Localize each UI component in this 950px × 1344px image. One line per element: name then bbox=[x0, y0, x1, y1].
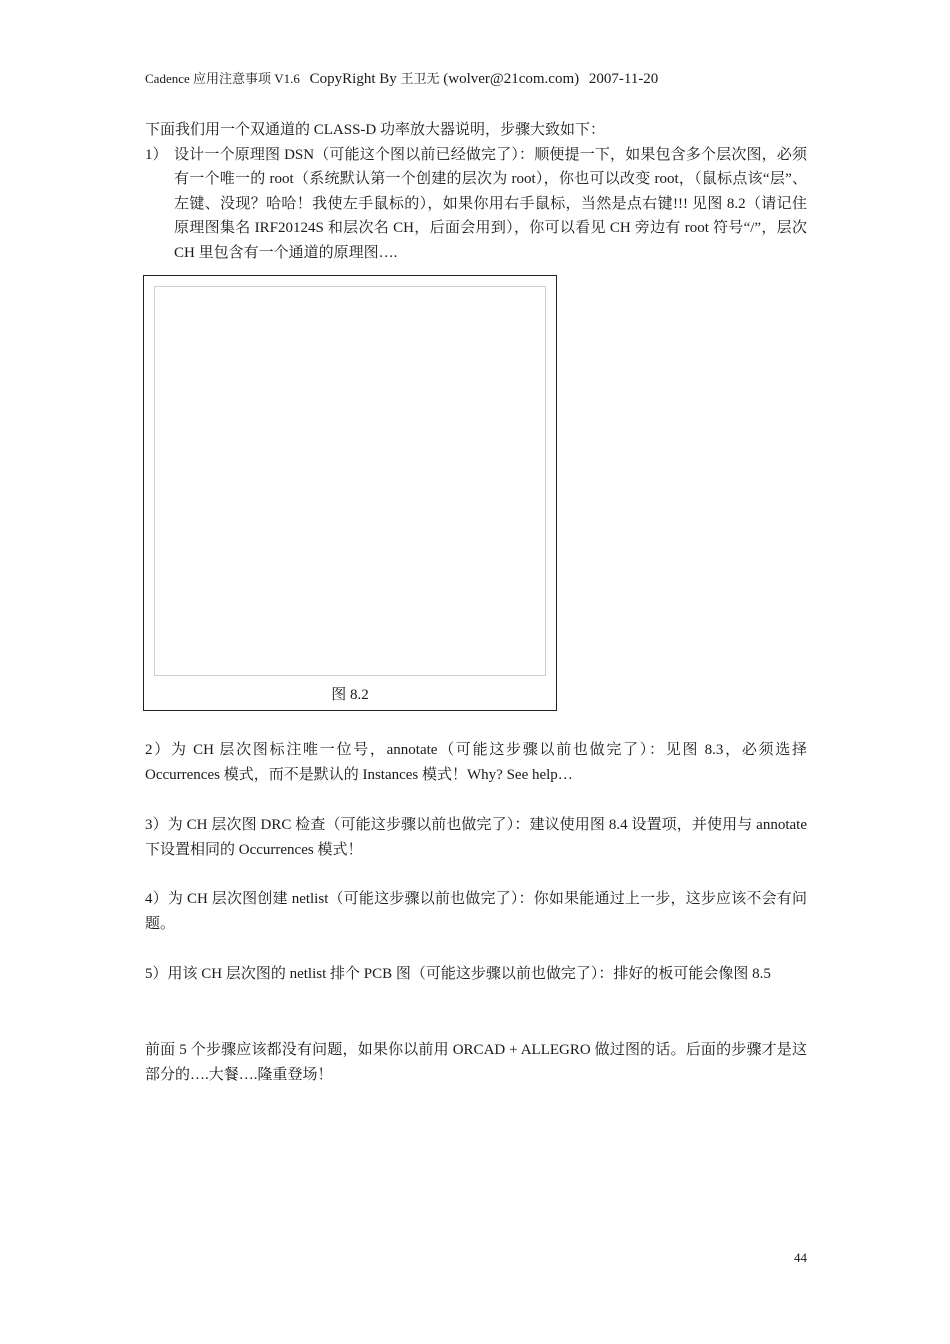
page-number: 44 bbox=[794, 1250, 807, 1265]
step-3-paragraph: 3）为 CH 层次图 DRC 检查（可能这步骤以前也做完了）：建议使用图 8.4 设置项，并使用与 annotate 下设置相同的 Occurrences 模式！ bbox=[145, 817, 807, 858]
step-1-number: 1） bbox=[145, 146, 168, 163]
step-2-paragraph: 2）为 CH 层次图标注唯一位号，annotate（可能这步骤以前也做完了）：见图 8.3，必须选择 Occurrences 模式，而不是默认的 Instances 模式！Why? See help… bbox=[145, 742, 807, 783]
step-4-paragraph: 4）为 CH 层次图创建 netlist（可能这步骤以前也做完了）：你如果能通过上一步，这步应该不会有问题。 bbox=[145, 891, 807, 932]
intro-paragraph: 下面我们用一个双通道的 CLASS-D 功率放大器说明，步骤大致如下： bbox=[145, 122, 606, 138]
header-copyright-label: CopyRight By bbox=[309, 71, 397, 87]
page-header bbox=[145, 68, 807, 88]
figure-8-2 bbox=[143, 275, 557, 711]
conclusion-paragraph: 前面 5 个步骤应该都没有问题，如果你以前用 ORCAD + ALLEGRO 做过图的话。后面的步骤才是这部分的….大餐….隆重登场！ bbox=[145, 1042, 807, 1083]
step-1-text: 设计一个原理图 DSN（可能这个图以前已经做完了）：顺便提一下，如果包含多个层次图，必须有一个唯一的 root（系统默认第一个创建的层次为 root），你也可以改变 root，（鼠标点该“层”、左键、没现？哈哈！我使左手鼠标的），如果你用右手鼠标，当然是点右键!!! 见图 8.2（请记住原理图集名 IRF20124S 和层次名 CH，后面会用到），你可以看见 CH 旁边有 root 符号“/”，层次 CH 里包含有一个通道的原理图…. bbox=[174, 146, 807, 261]
figure-caption: 图 8.2 bbox=[331, 687, 369, 703]
header-email: (wolver@21com.com) bbox=[443, 71, 580, 87]
figure-8-2-image-placeholder bbox=[154, 286, 546, 676]
step-1-item bbox=[145, 143, 807, 266]
header-doc-title: Cadence 应用注意事项 V1.6 bbox=[145, 71, 300, 86]
step-5-paragraph: 5）用该 CH 层次图的 netlist 排个 PCB 图（可能这步骤以前也做完了）：排好的板可能会像图 8.5 bbox=[145, 966, 771, 982]
intro-and-step1 bbox=[145, 118, 807, 265]
header-author: 王卫无 bbox=[400, 71, 440, 86]
header-date: 2007-11-20 bbox=[588, 71, 659, 87]
